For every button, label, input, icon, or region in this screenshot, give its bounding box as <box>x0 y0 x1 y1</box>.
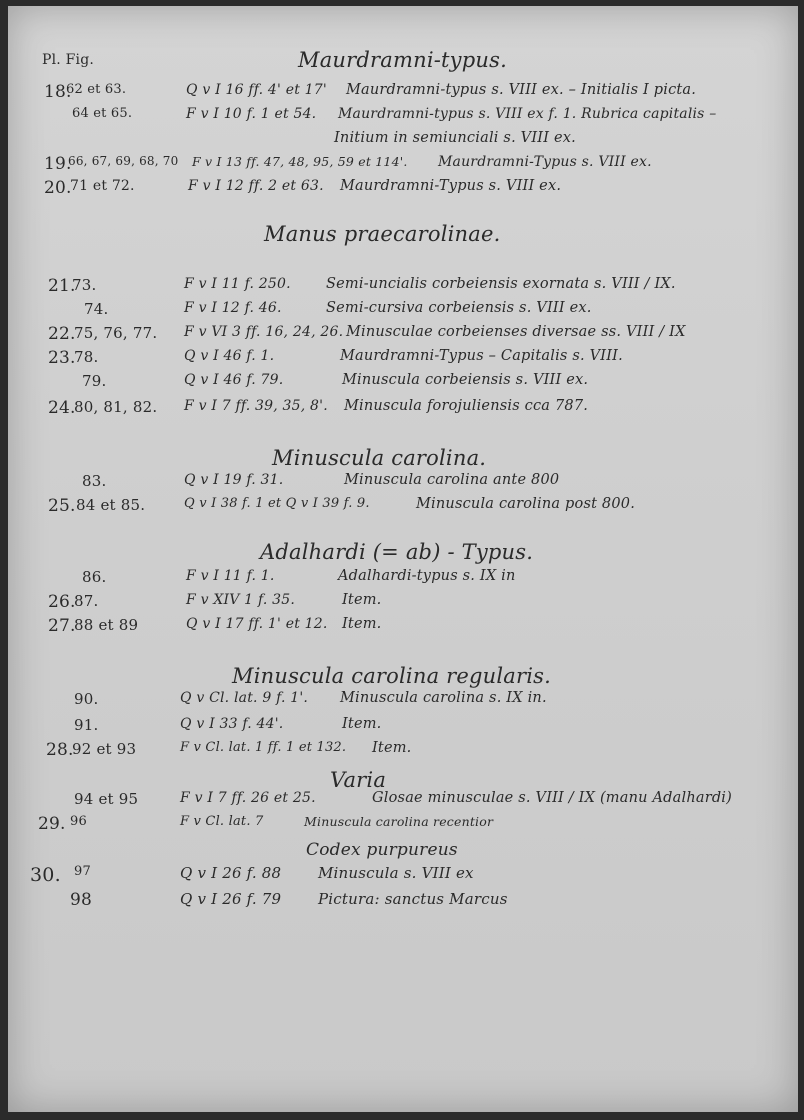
plate-number: 19. <box>44 154 72 174</box>
manuscript-reference: Q v I 46 f. 79. <box>184 372 284 388</box>
plate-number: 23. <box>48 348 76 368</box>
section-title: Manus praecarolinae. <box>264 222 501 246</box>
manuscript-reference: Q v Cl. lat. 9 f. 1'. <box>180 690 309 706</box>
table-row <box>8 592 798 614</box>
description: Minuscula corbeiensis s. VIII ex. <box>342 372 589 388</box>
description: Item. <box>342 716 382 732</box>
figure-numbers: 79. <box>82 372 107 390</box>
manuscript-reference: F v VI 3 ff. 16, 24, 26. <box>184 324 344 340</box>
description: Minuscula carolina ante 800 <box>344 472 560 488</box>
description: Maurdramni-Typus s. VIII ex. <box>438 154 652 170</box>
plate-number: 18. <box>44 82 72 102</box>
description: Minuscula carolina s. IX in. <box>340 690 547 706</box>
table-row <box>8 890 798 912</box>
figure-numbers: 71 et 72. <box>70 178 135 194</box>
table-row <box>8 398 798 420</box>
figure-numbers: 73. <box>72 276 97 294</box>
plate-number: 22. <box>48 324 76 344</box>
figure-numbers: 92 et 93 <box>72 740 137 758</box>
table-row <box>8 616 798 638</box>
manuscript-reference: F v Cl. lat. 7 <box>180 814 264 829</box>
table-row <box>8 690 798 712</box>
manuscript-reference: Q v I 38 f. 1 et Q v I 39 f. 9. <box>184 496 370 511</box>
description: Maurdramni-Typus s. VIII ex. <box>340 178 562 194</box>
description: Minuscula carolina recentior <box>304 814 494 829</box>
description: Maurdramni-typus s. VIII ex. – Initialis I picta. <box>346 82 697 98</box>
plate-number: 24. <box>48 398 76 418</box>
manuscript-reference: F v I 11 f. 1. <box>186 568 275 584</box>
figure-numbers: 83. <box>82 472 107 490</box>
figure-numbers: 90. <box>74 690 99 708</box>
figure-numbers: 98 <box>70 890 93 910</box>
description: Adalhardi-typus s. IX in <box>338 568 516 584</box>
plate-number: 25. <box>48 496 76 516</box>
figure-numbers: 91. <box>74 716 99 734</box>
table-row <box>8 106 798 128</box>
table-row <box>8 154 798 176</box>
table-row <box>8 496 798 518</box>
figure-numbers: 88 et 89 <box>74 616 139 634</box>
section-title: Codex purpureus <box>306 840 458 860</box>
plate-number: 28. <box>46 740 74 760</box>
section-title: Varia <box>330 768 387 792</box>
table-row <box>8 568 798 590</box>
manuscript-reference: F v Cl. lat. 1 ff. 1 et 132. <box>180 740 347 755</box>
plate-number: 21. <box>48 276 76 296</box>
figure-numbers: 66, 67, 69, 68, 70 <box>68 154 179 168</box>
description: Semi-cursiva corbeiensis s. VIII ex. <box>326 300 592 316</box>
manuscript-reference: Q v I 17 ff. 1' et 12. <box>186 616 328 632</box>
section-title: Minuscula carolina. <box>272 446 487 470</box>
manuscript-reference: F v XIV 1 f. 35. <box>186 592 295 608</box>
description: Item. <box>342 616 382 632</box>
table-row <box>8 300 798 322</box>
figure-numbers: 74. <box>84 300 109 318</box>
figure-numbers: 80, 81, 82. <box>74 398 158 416</box>
description: Minuscula forojuliensis cca 787. <box>344 398 589 414</box>
table-row <box>8 372 798 394</box>
figure-numbers: 75, 76, 77. <box>74 324 158 342</box>
manuscript-reference: F v I 13 ff. 47, 48, 95, 59 et 114'. <box>192 154 408 169</box>
figure-numbers: 86. <box>82 568 107 586</box>
description: Pictura: sanctus Marcus <box>318 890 508 908</box>
table-row <box>8 790 798 812</box>
description: Initium in semiunciali s. VIII ex. <box>334 130 576 146</box>
description: Item. <box>342 592 382 608</box>
table-row <box>8 716 798 738</box>
table-row <box>8 472 798 494</box>
manuscript-reference: F v I 11 f. 250. <box>184 276 291 292</box>
manuscript-reference: F v I 10 f. 1 et 54. <box>186 106 317 122</box>
table-row <box>8 178 798 200</box>
manuscript-reference: Q v I 26 f. 79 <box>180 890 282 908</box>
figure-numbers: 94 et 95 <box>74 790 139 808</box>
description: Semi-uncialis corbeiensis exornata s. VIII / IX. <box>326 276 676 292</box>
description: Glosae minusculae s. VIII / IX (manu Adalhardi) <box>372 790 733 806</box>
table-row <box>8 348 798 370</box>
column-header: Pl. Fig. <box>42 52 95 68</box>
table-row <box>8 130 798 152</box>
figure-numbers: 84 et 85. <box>76 496 146 514</box>
plate-number: 29. <box>38 814 66 834</box>
description: Minuscula s. VIII ex <box>318 864 474 882</box>
plate-number: 26. <box>48 592 76 612</box>
document-page <box>8 6 798 1112</box>
figure-numbers: 64 et 65. <box>72 106 133 121</box>
table-row <box>8 276 798 298</box>
table-row <box>8 82 798 104</box>
plate-number: 27. <box>48 616 76 636</box>
manuscript-reference: F v I 12 f. 46. <box>184 300 282 316</box>
table-row <box>8 814 798 836</box>
figure-numbers: 78. <box>74 348 99 366</box>
manuscript-reference: Q v I 26 f. 88 <box>180 864 282 882</box>
description: Minusculae corbeienses diversae ss. VIII / IX <box>346 324 686 340</box>
figure-numbers: 87. <box>74 592 99 610</box>
description: Maurdramni-typus s. VIII ex f. 1. Rubrica capitalis – <box>338 106 717 122</box>
section-title: Minuscula carolina regularis. <box>232 664 552 688</box>
figure-numbers: 96 <box>70 814 87 829</box>
manuscript-reference: Q v I 33 f. 44'. <box>180 716 284 732</box>
plate-number: 20. <box>44 178 72 198</box>
table-row <box>8 324 798 346</box>
description: Minuscula carolina post 800. <box>416 496 636 512</box>
description: Maurdramni-Typus – Capitalis s. VIII. <box>340 348 623 364</box>
figure-numbers: 97 <box>74 864 91 879</box>
table-row <box>8 864 798 886</box>
section-title: Maurdramni-typus. <box>298 48 507 72</box>
description: Item. <box>372 740 412 756</box>
manuscript-reference: Q v I 46 f. 1. <box>184 348 275 364</box>
table-row <box>8 740 798 762</box>
figure-numbers: 62 et 63. <box>66 82 127 97</box>
manuscript-reference: Q v I 16 ff. 4' et 17' <box>186 82 327 98</box>
manuscript-reference: F v I 7 ff. 39, 35, 8'. <box>184 398 328 414</box>
manuscript-reference: F v I 12 ff. 2 et 63. <box>188 178 324 194</box>
section-title: Adalhardi (= ab) - Typus. <box>260 540 534 564</box>
manuscript-reference: F v I 7 ff. 26 et 25. <box>180 790 316 806</box>
manuscript-reference: Q v I 19 f. 31. <box>184 472 284 488</box>
plate-number: 30. <box>30 864 61 886</box>
